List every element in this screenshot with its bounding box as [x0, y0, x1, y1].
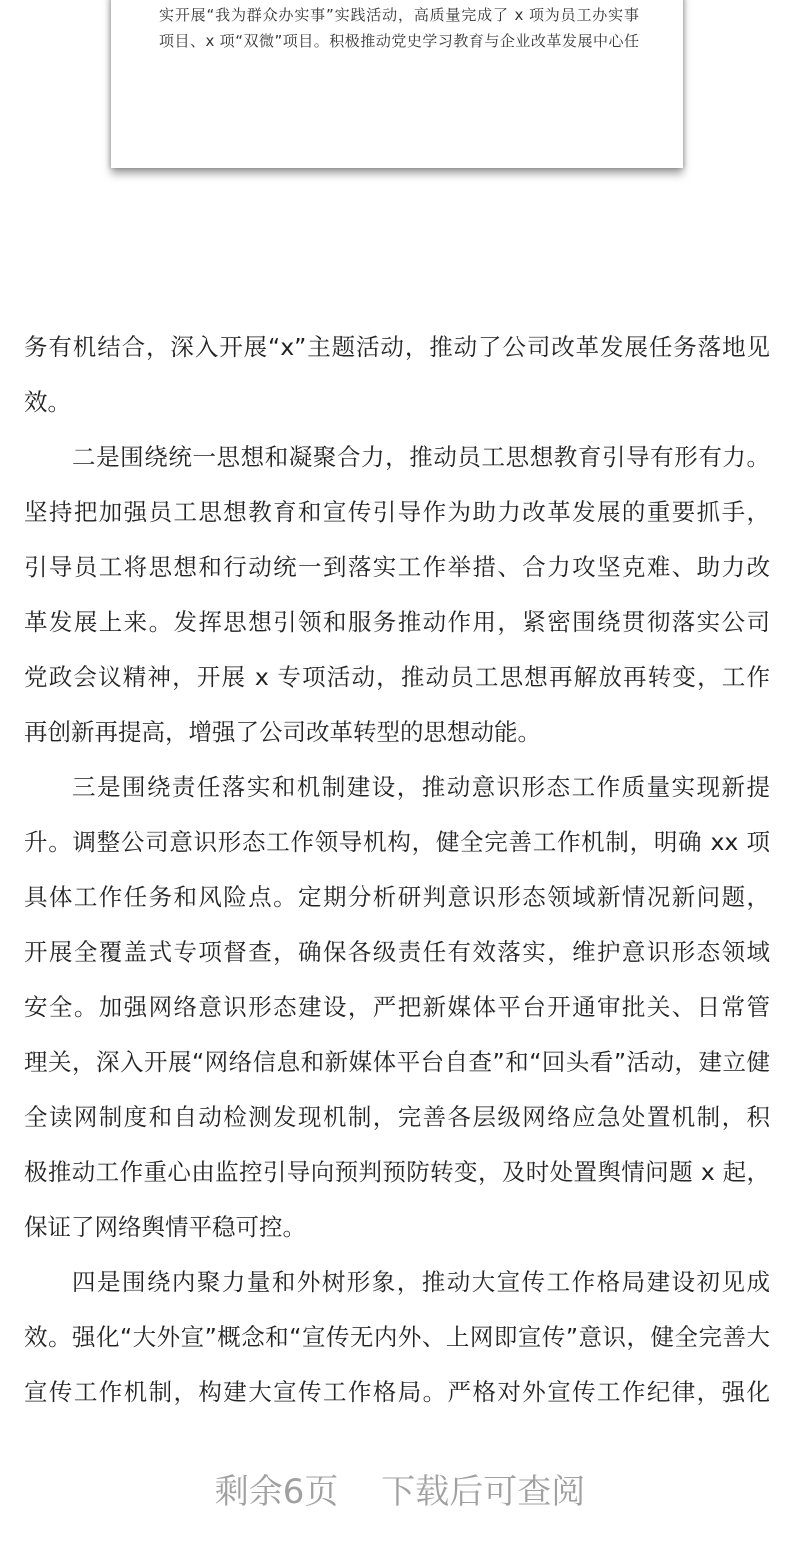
document-line: 革发展上来。发挥思想引领和服务推动作用，紧密围绕贯彻落实公司 [24, 608, 770, 636]
document-line: 二是围绕统一思想和凝聚合力，推动员工思想教育引导有形有力。 [72, 443, 770, 471]
document-line: 保证了网络舆情平稳可控。 [24, 1213, 306, 1241]
document-line: 引导员工将思想和行动统一到落实工作举措、合力攻坚克难、助力改 [24, 553, 770, 581]
document-line: 效。强化“大外宣”概念和“宣传无内外、上网即宣传”意识，健全完善大 [24, 1323, 770, 1351]
document-line: 坚持把加强员工思想教育和宣传引导作为助力改革发展的重要抓手， [24, 498, 770, 526]
preview-line: 项目、x 项“双微”项目。积极推动党史学习教育与企业改革发展中心任 [159, 32, 639, 50]
document-line: 效。 [24, 388, 71, 416]
document-line: 理关，深入开展“网络信息和新媒体平台自查”和“回头看”活动，建立健 [24, 1048, 770, 1076]
read-more-banner[interactable] [0, 1464, 800, 1513]
download-to-view-text[interactable]: 下载后可查阅 [381, 1472, 586, 1512]
preview-line: 实开展“我为群众办实事”实践活动，高质量完成了 x 项为员工办实事 [159, 6, 639, 24]
document-line: 再创新再提高，增强了公司改革转型的思想动能。 [24, 718, 541, 746]
document-body [24, 328, 770, 1428]
document-line: 具体工作任务和风险点。定期分析研判意识形态领域新情况新问题， [24, 883, 770, 911]
document-line: 安全。加强网络意识形态建设，严把新媒体平台开通审批关、日常管 [24, 993, 770, 1021]
document-line: 极推动工作重心由监控引导向预判预防转变，及时处置舆情问题 x 起， [24, 1158, 770, 1186]
document-line: 宣传工作机制，构建大宣传工作格局。严格对外宣传工作纪律，强化 [24, 1378, 770, 1406]
document-line: 四是围绕内聚力量和外树形象，推动大宣传工作格局建设初见成 [72, 1268, 770, 1296]
document-line: 三是围绕责任落实和机制建设，推动意识形态工作质量实现新提 [72, 773, 770, 801]
document-line: 党政会议精神，开展 x 专项活动，推动员工思想再解放再转变，工作 [24, 663, 770, 691]
remaining-pages-text: 剩余6页 [214, 1472, 339, 1512]
document-line: 全读网制度和自动检测发现机制，完善各层级网络应急处置机制，积 [24, 1103, 770, 1131]
preview-page-card [111, 0, 683, 168]
document-line: 务有机结合，深入开展“x”主题活动，推动了公司改革发展任务落地见 [24, 333, 770, 361]
document-line: 升。调整公司意识形态工作领导机构，健全完善工作机制，明确 xx 项 [24, 828, 770, 856]
document-line: 开展全覆盖式专项督查，确保各级责任有效落实，维护意识形态领域 [24, 938, 770, 966]
